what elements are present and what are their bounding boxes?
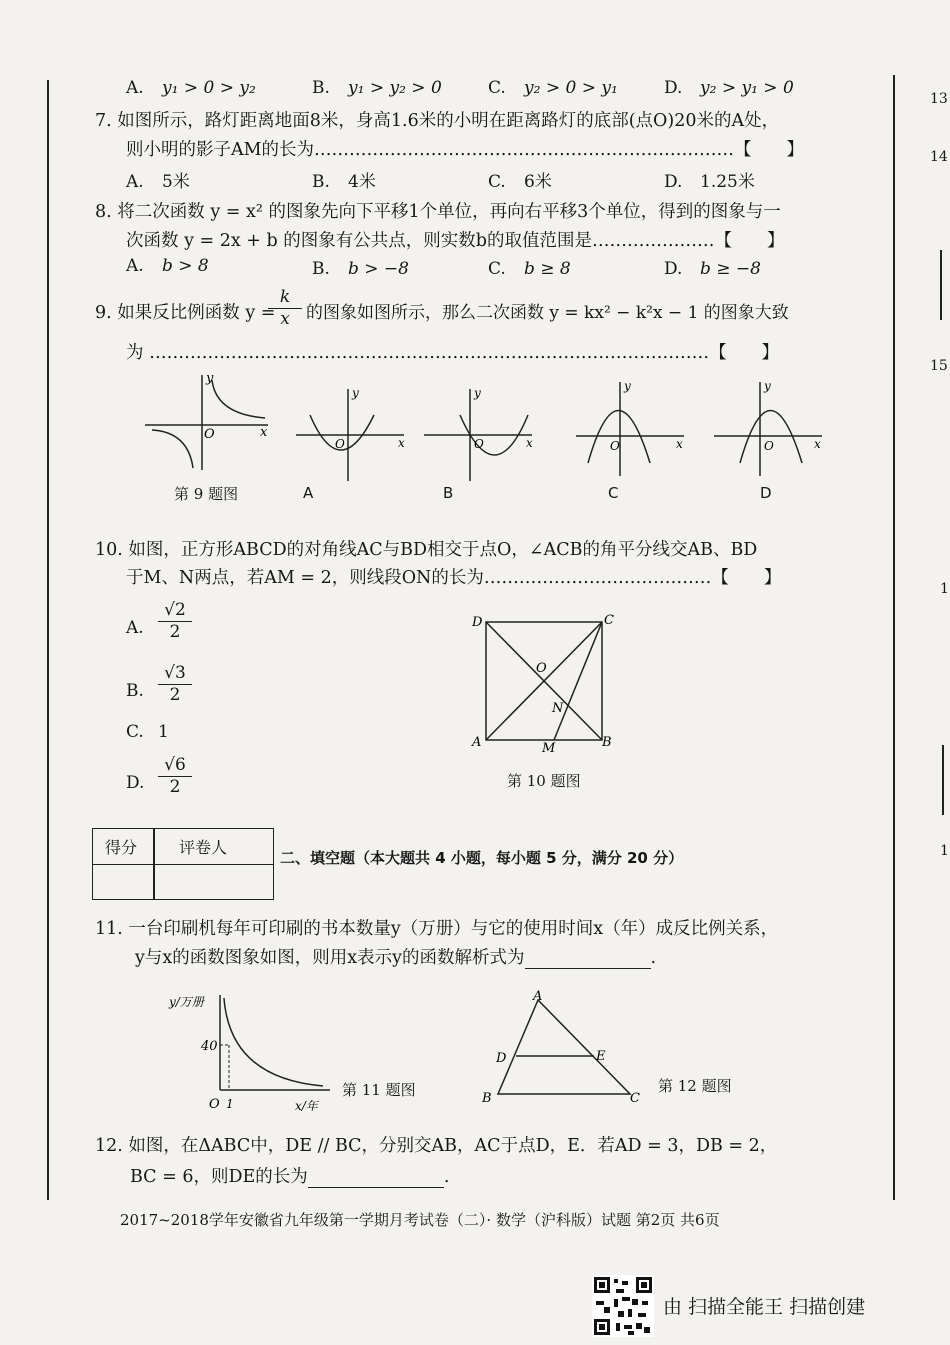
q9-choice-c-graph	[572, 378, 692, 478]
q11-y-axis-label: y/万册	[169, 995, 204, 1009]
q12-point-b: B	[482, 1091, 492, 1106]
q10-option-c: C. 1	[126, 722, 169, 742]
q10-option-a: A.	[126, 618, 144, 638]
q9-c-x-label: x	[676, 437, 683, 451]
q6-option-b: B. y₁ > y₂ > 0	[312, 78, 442, 98]
q10-a-den: 2	[169, 622, 181, 642]
q12-point-d: D	[496, 1051, 507, 1066]
right-margin-q16: 1	[940, 581, 949, 597]
q10-point-o: O	[536, 661, 547, 676]
q10-b-num: √3	[158, 663, 192, 685]
q8-option-a: A. b > 8	[126, 256, 209, 276]
q11-origin: O	[209, 1097, 220, 1112]
q9-choice-b-label: B	[443, 484, 454, 502]
q12-point-c: C	[630, 1091, 640, 1106]
q9-c-origin: O	[610, 439, 620, 453]
q7-option-d: D. 1.25米	[664, 172, 755, 192]
page-footer: 2017~2018学年安徽省九年级第一学期月考试卷（二）· 数学（沪科版）试题 第2页 共6页	[120, 1211, 720, 1229]
scanner-watermark-text: 由 扫描全能王 扫描创建	[663, 1296, 866, 1318]
q10-option-b-frac	[158, 663, 192, 705]
q9-fraction	[268, 287, 302, 329]
score-box-grader-label: 评卷人	[179, 838, 228, 857]
q9-choice-a-label: A	[303, 484, 314, 502]
q11-inverse-graph	[165, 990, 340, 1115]
q8-line1: 8. 将二次函数 y = x² 的图象先向下平移1个单位，再向右平移3个单位，得到的图象与一	[95, 202, 781, 222]
q9-hyperbola-figure	[140, 370, 280, 475]
q9-a-x-label: x	[398, 436, 405, 450]
q11-x-tick-1: 1	[226, 1097, 234, 1111]
q9-d-x-label: x	[814, 437, 821, 451]
q11-y-tick-40: 40	[201, 1039, 218, 1054]
q11-figure-caption: 第 11 题图	[342, 1081, 416, 1099]
q11-line1: 11. 一台印刷机每年可印刷的书本数量y（万册）与它的使用时间x（年）成反比例关系，	[95, 919, 779, 939]
q9-fig-y-label: y	[206, 371, 214, 386]
q8-line2: 次函数 y = 2x + b 的图象有公共点，则实数b的取值范围是…………………【 】	[126, 231, 785, 251]
right-margin-q14: 14	[930, 149, 948, 165]
q9-d-y-label: y	[764, 379, 771, 393]
q8-option-c: C. b ≥ 8	[488, 259, 571, 279]
q12-line1: 12. 如图，在ΔABC中，DE // BC，分别交AB，AC于点D，E．若AD = 3，DB = 2，	[95, 1136, 778, 1156]
q11-line2-text: y与x的函数图象如图，则用x表示y的函数解析式为	[135, 948, 525, 968]
q9-line2: 为 ……………………………………………………………………………………【 】	[126, 343, 780, 363]
q11-answer-blank[interactable]	[525, 950, 651, 969]
q10-point-n: N	[552, 701, 564, 716]
q7-option-c: C. 6米	[488, 172, 552, 192]
q9-choice-a-graph	[292, 385, 412, 485]
section2-title: 二、填空题（本大题共 4 小题，每小题 5 分，满分 20 分）	[280, 849, 684, 867]
score-box-header-row	[93, 829, 273, 865]
q10-point-m: M	[542, 741, 556, 756]
q9-b-y-label: y	[474, 386, 481, 400]
q9-frac-den: x	[280, 309, 290, 329]
q10-point-a: A	[472, 735, 482, 750]
q9-a-y-label: y	[352, 386, 359, 400]
q9-a-origin: O	[335, 437, 345, 451]
q9-c-y-label: y	[624, 379, 631, 393]
q8-option-d: D. b ≥ −8	[664, 259, 761, 279]
q9-choice-b-graph	[420, 385, 540, 485]
q7-option-a: A. 5米	[126, 172, 190, 192]
right-margin-box-edge-2	[942, 745, 944, 815]
q10-b-den: 2	[169, 685, 181, 705]
q6-option-a: A. y₁ > 0 > y₂	[126, 78, 256, 98]
q9-fig-x-label: x	[260, 425, 268, 440]
q9-figure-caption: 第 9 题图	[174, 485, 239, 503]
q12-point-e: E	[596, 1049, 606, 1064]
right-margin-q15: 15	[930, 358, 948, 374]
q9-choice-c-label: C	[608, 484, 619, 502]
q9-d-origin: O	[764, 439, 774, 453]
q9-choice-d-label: D	[760, 484, 772, 502]
q10-line2: 于M、N两点，若AM = 2，则线段ON的长为…………………………………【 】	[126, 568, 782, 588]
q11-x-axis-label: x/年	[295, 1099, 318, 1113]
q10-option-d: D.	[126, 773, 145, 793]
right-margin-line	[893, 75, 895, 1200]
q10-a-num: √2	[158, 600, 192, 622]
score-box-score-label: 得分	[105, 838, 138, 857]
q9-b-origin: O	[474, 437, 484, 451]
q12-line2: BC = 6，则DE的长为 .	[130, 1167, 450, 1187]
q10-square-figure	[468, 610, 618, 760]
q10-point-d: D	[472, 615, 483, 630]
right-margin-box-edge-1	[940, 250, 942, 320]
q10-figure-caption: 第 10 题图	[507, 772, 581, 790]
q10-d-num: √6	[158, 755, 192, 777]
q12-line2-text: BC = 6，则DE的长为	[130, 1167, 308, 1187]
q10-d-den: 2	[169, 777, 181, 797]
q11-line2: y与x的函数图象如图，则用x表示y的函数解析式为 .	[135, 948, 657, 968]
right-margin-q17: 1	[940, 843, 949, 859]
score-box-divider	[153, 829, 155, 899]
score-box	[92, 828, 274, 900]
q9-fig-origin: O	[204, 427, 215, 442]
q12-triangle-figure	[478, 988, 653, 1108]
q10-line1: 10. 如图，正方形ABCD的对角线AC与BD相交于点O，∠ACB的角平分线交AB、BD	[95, 540, 758, 560]
q9-b-x-label: x	[526, 436, 533, 450]
q7-line1: 7. 如图所示，路灯距离地面8米，身高1.6米的小明在距离路灯的底部(点O)20米的A处，	[95, 111, 780, 131]
q9-choice-d-graph	[710, 378, 830, 478]
q7-line2: 则小明的影子AM的长为………………………………………………………………【 】	[126, 140, 805, 160]
q10-option-d-frac	[158, 755, 192, 797]
q12-point-a: A	[533, 989, 543, 1004]
q9-line1-start: 9. 如果反比例函数 y =	[95, 303, 276, 323]
left-margin-line	[47, 80, 49, 1200]
q8-option-b: B. b > −8	[312, 259, 409, 279]
qr-code-icon	[592, 1275, 654, 1337]
q6-option-c: C. y₂ > 0 > y₁	[488, 78, 618, 98]
q7-option-b: B. 4米	[312, 172, 376, 192]
q12-answer-blank[interactable]	[308, 1169, 444, 1188]
q10-point-b: B	[602, 735, 612, 750]
q12-figure-caption: 第 12 题图	[658, 1077, 732, 1095]
q10-option-a-frac	[158, 600, 192, 642]
q9-line1-end: 的图象如图所示，那么二次函数 y = kx² − k²x − 1 的图象大致	[306, 303, 789, 323]
q9-frac-num: k	[279, 287, 291, 307]
q10-option-b: B.	[126, 681, 144, 701]
right-margin-q13: 13	[930, 91, 948, 107]
q6-option-d: D. y₂ > y₁ > 0	[664, 78, 794, 98]
q10-point-c: C	[604, 613, 614, 628]
